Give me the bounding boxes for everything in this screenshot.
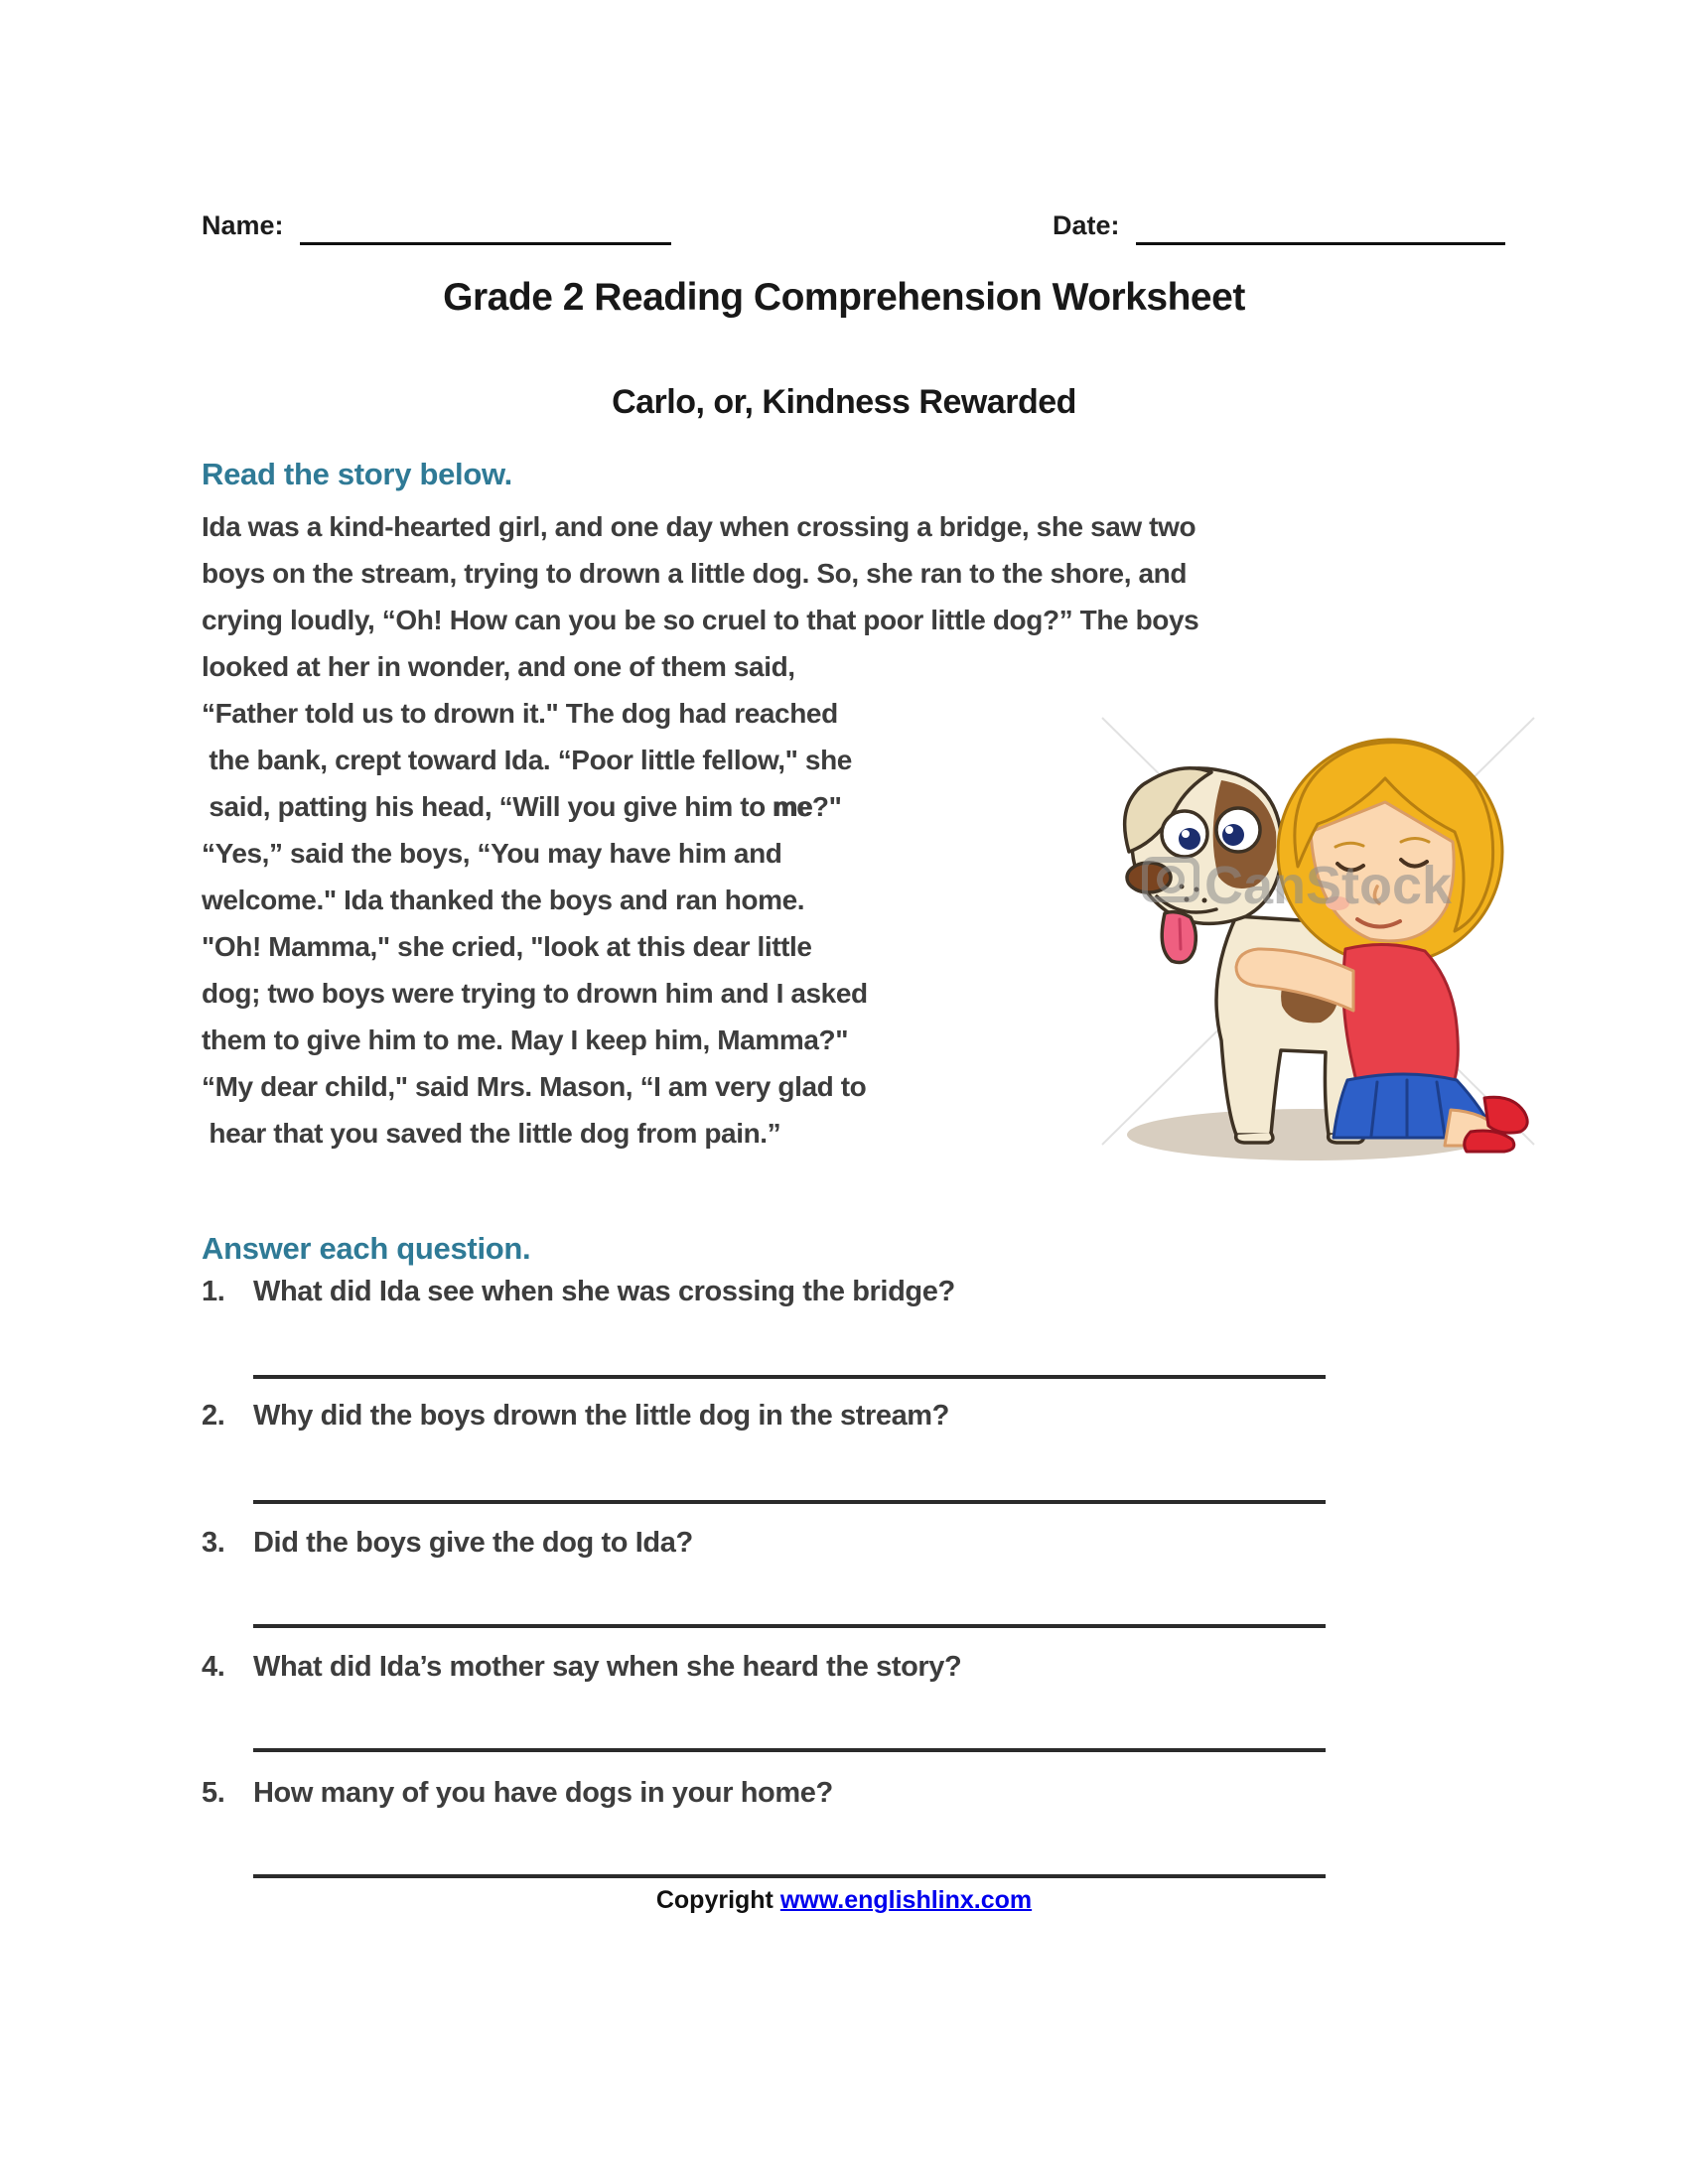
story-line: them to give him to me. May I keep him, Mamma?": [202, 1024, 849, 1055]
question-number: 5.: [202, 1777, 225, 1809]
svg-text:CanStock: CanStock: [1204, 856, 1453, 915]
question-text: How many of you have dogs in your home?: [253, 1777, 833, 1809]
answer-line-5[interactable]: [253, 1874, 1326, 1878]
read-instruction: Read the story below.: [202, 457, 512, 491]
story-line: boys on the stream, trying to drown a little dog. So, she ran to the shore, and: [202, 558, 1188, 589]
question-number: 1.: [202, 1276, 225, 1307]
question-5: [202, 1777, 833, 1810]
answer-line-2[interactable]: [253, 1500, 1326, 1504]
story-line: looked at her in wonder, and one of them said,: [202, 651, 795, 682]
page-title: Grade 2 Reading Comprehension Worksheet: [443, 276, 1245, 319]
answer-line-1[interactable]: [253, 1375, 1326, 1379]
question-text: Did the boys give the dog to Ida?: [253, 1527, 693, 1559]
question-number: 4.: [202, 1651, 225, 1683]
copyright-line: [0, 1886, 1688, 1915]
question-3: [202, 1527, 693, 1560]
story-line: Ida was a kind-hearted girl, and one day when crossing a bridge, she saw two: [202, 511, 1196, 542]
girl-hugging-dog-image: [1087, 683, 1549, 1171]
question-number: 3.: [202, 1527, 225, 1559]
answer-line-4[interactable]: [253, 1748, 1326, 1752]
story-line: the bank, crept toward Ida. “Poor little fellow," she: [202, 745, 852, 775]
question-text: What did Ida see when she was crossing the bridge?: [253, 1276, 955, 1307]
name-label: Name:: [202, 210, 284, 240]
story-line: dog; two boys were trying to drown him and I asked: [202, 978, 868, 1009]
question-2: [202, 1400, 949, 1433]
question-number: 2.: [202, 1400, 225, 1432]
date-label: Date:: [1053, 210, 1120, 240]
story-line: “Yes,” said the boys, “You may have him and: [202, 838, 782, 869]
question-4: [202, 1651, 961, 1684]
story-line-segment: ?": [811, 791, 842, 822]
question-text: Why did the boys drown the little dog in the stream?: [253, 1400, 950, 1432]
story-title: Carlo, or, Kindness Rewarded: [612, 383, 1076, 421]
name-blank-line[interactable]: [300, 242, 671, 245]
story-line: crying loudly, “Oh! How can you be so cruel to that poor little dog?” The boys: [202, 605, 1199, 635]
question-text: What did Ida’s mother say when she heard the story?: [253, 1651, 962, 1683]
question-1: [202, 1276, 955, 1308]
girl-hugging-dog-illustration: [1087, 683, 1549, 1171]
answer-line-3[interactable]: [253, 1624, 1326, 1628]
story-line-bold-word: me: [773, 791, 812, 822]
story-line-segment: said, patting his head, “Will you give him to: [202, 791, 774, 822]
englishlinx-link[interactable]: www.englishlinx.com: [779, 1886, 1033, 1914]
story-line: hear that you saved the little dog from pain.”: [202, 1118, 781, 1149]
copyright-label: Copyright: [655, 1886, 780, 1914]
story-line: “Father told us to drown it." The dog had reached: [202, 698, 838, 729]
story-line: "Oh! Mamma," she cried, "look at this dear little: [202, 931, 812, 962]
date-blank-line[interactable]: [1136, 242, 1505, 245]
answer-instruction: Answer each question.: [202, 1231, 531, 1266]
story-line: “My dear child," said Mrs. Mason, “I am very glad to: [202, 1071, 867, 1102]
story-line: welcome." Ida thanked the boys and ran home.: [202, 885, 805, 915]
